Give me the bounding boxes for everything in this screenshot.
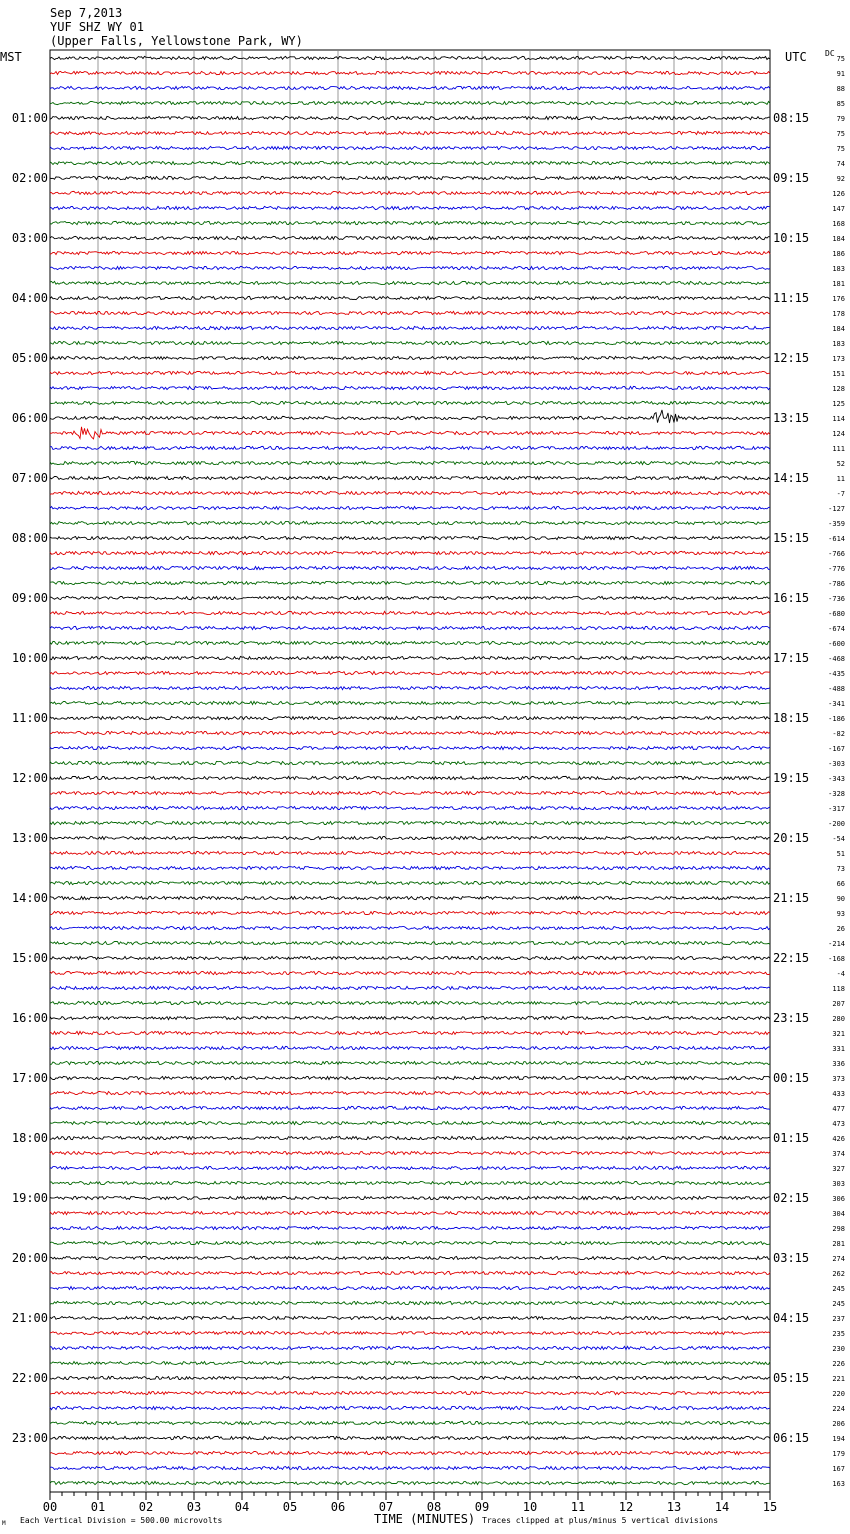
seismic-trace xyxy=(50,911,770,914)
dc-offset-label: 118 xyxy=(832,985,845,993)
dc-offset-label: 66 xyxy=(836,880,845,888)
seismic-trace xyxy=(50,506,770,509)
utc-hour-label: 08:15 xyxy=(773,111,810,125)
utc-hour-label: 01:15 xyxy=(773,1131,810,1145)
utc-hour-label: 14:15 xyxy=(773,471,810,485)
seismic-trace xyxy=(50,236,770,239)
x-tick-label: 14 xyxy=(714,1500,730,1514)
scale-note: Each Vertical Division = 500.00 microvolts xyxy=(20,1516,223,1525)
seismic-trace xyxy=(50,611,770,614)
mst-hour-label: 03:00 xyxy=(11,231,48,245)
seismic-trace xyxy=(50,1436,770,1439)
dc-offset-label: -168 xyxy=(828,955,845,963)
dc-offset-label: 373 xyxy=(832,1075,845,1083)
dc-offset-label: -341 xyxy=(828,700,845,708)
dc-offset-label: 224 xyxy=(832,1405,845,1413)
clip-note: Traces clipped at plus/minus 5 vertical divisions xyxy=(482,1516,719,1525)
seismic-trace xyxy=(50,881,770,884)
dc-offset-label: 178 xyxy=(832,310,845,318)
dc-offset-label: -776 xyxy=(828,565,845,573)
dc-offset-label: 230 xyxy=(832,1345,845,1353)
dc-offset-label: 111 xyxy=(832,445,845,453)
seismic-trace xyxy=(50,926,770,929)
seismic-trace xyxy=(50,1121,770,1124)
seismic-trace xyxy=(50,1016,770,1019)
corner-mark: M xyxy=(2,1520,6,1527)
seismic-trace xyxy=(50,551,770,554)
seismic-trace xyxy=(50,86,770,89)
dc-offset-label: 184 xyxy=(832,325,845,333)
dc-offset-label: 206 xyxy=(832,1420,845,1428)
seismic-trace xyxy=(50,401,770,404)
dc-offset-label: 26 xyxy=(836,925,845,933)
dc-offset-label: -7 xyxy=(836,490,845,498)
dc-offset-label: 92 xyxy=(836,175,845,183)
utc-hour-label: 05:15 xyxy=(773,1371,810,1385)
dc-offset-label: 75 xyxy=(836,130,845,138)
utc-hour-label: 13:15 xyxy=(773,411,810,425)
dc-offset-label: 237 xyxy=(832,1315,845,1323)
dc-offset-label: -614 xyxy=(828,535,845,543)
dc-offset-label: -186 xyxy=(828,715,845,723)
dc-offset-label: -435 xyxy=(828,670,845,678)
dc-offset-label: 88 xyxy=(836,85,845,93)
seismic-trace xyxy=(50,806,770,809)
dc-offset-label: 73 xyxy=(836,865,845,873)
x-axis-title: TIME (MINUTES) xyxy=(374,1512,476,1526)
x-tick-label: 03 xyxy=(186,1500,202,1514)
dc-offset-label: 163 xyxy=(832,1480,845,1488)
dc-offset-label: 74 xyxy=(836,160,845,168)
seismic-trace xyxy=(50,731,770,734)
dc-offset-label: 85 xyxy=(836,100,845,108)
trace-group xyxy=(50,56,770,1484)
seismic-trace xyxy=(50,71,770,74)
dc-offset-label: -600 xyxy=(828,640,845,648)
seismic-trace xyxy=(50,311,770,314)
dc-offset-label: -317 xyxy=(828,805,845,813)
seismic-trace xyxy=(50,1211,770,1214)
seismic-trace xyxy=(50,386,770,389)
dc-offset-label: 75 xyxy=(836,145,845,153)
seismic-trace xyxy=(50,821,770,824)
utc-hour-label: 16:15 xyxy=(773,591,810,605)
dc-offset-label: -82 xyxy=(832,730,845,738)
seismic-trace xyxy=(50,251,770,254)
seismic-trace xyxy=(50,281,770,284)
seismic-trace xyxy=(50,221,770,224)
seismic-trace xyxy=(50,1091,770,1094)
dc-offset-label: 280 xyxy=(832,1015,845,1023)
dc-offset-label: 262 xyxy=(832,1270,845,1278)
dc-offset-label: 477 xyxy=(832,1105,845,1113)
x-tick-label: 02 xyxy=(138,1500,154,1514)
dc-offset-label: 245 xyxy=(832,1300,845,1308)
seismic-trace xyxy=(50,1136,770,1139)
dc-offset-label: 304 xyxy=(832,1210,845,1218)
seismic-trace xyxy=(50,1106,770,1109)
seismic-trace xyxy=(50,656,770,659)
dc-offset-label: 298 xyxy=(832,1225,845,1233)
seismic-trace xyxy=(50,701,770,704)
mst-hour-label: 01:00 xyxy=(11,111,48,125)
seismic-trace xyxy=(50,1301,770,1304)
mst-hour-label: 21:00 xyxy=(11,1311,48,1325)
dc-offset-label: 114 xyxy=(832,415,845,423)
dc-offset-label: -127 xyxy=(828,505,845,513)
seismic-trace xyxy=(50,356,770,359)
dc-offset-label: -214 xyxy=(828,940,845,948)
utc-hour-labels xyxy=(773,111,809,1445)
dc-offset-label: 226 xyxy=(832,1360,845,1368)
mst-hour-label: 14:00 xyxy=(11,891,48,905)
seismic-trace xyxy=(50,266,770,269)
x-tick-label: 04 xyxy=(234,1500,250,1514)
seismic-trace xyxy=(50,461,770,464)
mst-hour-label: 12:00 xyxy=(11,771,48,785)
utc-hour-label: 12:15 xyxy=(773,351,810,365)
seismic-trace xyxy=(50,176,770,179)
dc-offset-label: 51 xyxy=(836,850,845,858)
dc-offset-label: -328 xyxy=(828,790,845,798)
dc-offset-label: 327 xyxy=(832,1165,845,1173)
seismic-trace xyxy=(50,1421,770,1424)
seismic-trace xyxy=(50,716,770,719)
seismic-trace xyxy=(50,427,770,439)
seismic-trace xyxy=(50,1166,770,1169)
utc-hour-label: 04:15 xyxy=(773,1311,810,1325)
utc-hour-label: 15:15 xyxy=(773,531,810,545)
dc-offset-label: 52 xyxy=(836,460,845,468)
mst-hour-label: 20:00 xyxy=(11,1251,48,1265)
seismic-trace xyxy=(50,146,770,149)
mst-hour-label: 04:00 xyxy=(11,291,48,305)
dc-offset-label: 124 xyxy=(832,430,845,438)
seismic-trace xyxy=(50,1046,770,1049)
seismic-trace xyxy=(50,56,770,59)
seismic-trace xyxy=(50,1001,770,1004)
utc-hour-label: 17:15 xyxy=(773,651,810,665)
seismic-trace xyxy=(50,1406,770,1409)
dc-offset-label: 90 xyxy=(836,895,845,903)
utc-hour-label: 18:15 xyxy=(773,711,810,725)
utc-hour-label: 00:15 xyxy=(773,1071,810,1085)
seismic-trace xyxy=(50,1346,770,1349)
dc-offset-label: 128 xyxy=(832,385,845,393)
seismic-trace xyxy=(50,131,770,134)
x-tick-label: 00 xyxy=(42,1500,58,1514)
seismic-trace xyxy=(50,536,770,539)
dc-offset-label: 75 xyxy=(836,55,845,63)
dc-offset-label: 303 xyxy=(832,1180,845,1188)
x-tick-label: 09 xyxy=(474,1500,490,1514)
dc-offset-label: -674 xyxy=(828,625,845,633)
seismic-trace xyxy=(50,566,770,569)
dc-offset-label: 147 xyxy=(832,205,845,213)
dc-offset-label: -468 xyxy=(828,655,845,663)
mst-hour-label: 07:00 xyxy=(11,471,48,485)
dc-offset-label: 207 xyxy=(832,1000,845,1008)
dc-offset-label: -766 xyxy=(828,550,845,558)
dc-offset-label: -4 xyxy=(836,970,845,978)
dc-offset-label: 194 xyxy=(832,1435,845,1443)
seismic-trace xyxy=(50,1151,770,1154)
seismic-trace xyxy=(50,1076,770,1079)
dc-offset-label: 93 xyxy=(836,910,845,918)
x-tick-label: 11 xyxy=(570,1500,586,1514)
seismic-trace xyxy=(50,1196,770,1199)
x-tick-label: 15 xyxy=(762,1500,778,1514)
seismic-trace xyxy=(50,746,770,749)
x-tick-label: 12 xyxy=(618,1500,634,1514)
seismic-trace xyxy=(50,191,770,194)
seismic-trace xyxy=(50,1466,770,1469)
mst-hour-label: 18:00 xyxy=(11,1131,48,1145)
mst-hour-labels xyxy=(12,111,48,1445)
seismic-trace xyxy=(50,161,770,164)
dc-offset-label: -736 xyxy=(828,595,845,603)
dc-offset-label: 91 xyxy=(836,70,845,78)
seismic-trace xyxy=(50,1286,770,1289)
dc-offset-label: 167 xyxy=(832,1465,845,1473)
seismic-trace xyxy=(50,476,770,479)
mst-hour-label: 09:00 xyxy=(11,591,48,605)
dc-offset-label: 281 xyxy=(832,1240,845,1248)
chart-header xyxy=(50,6,303,48)
seismic-trace xyxy=(50,641,770,644)
dc-offset-label: 151 xyxy=(832,370,845,378)
seismic-trace xyxy=(50,986,770,989)
seismic-trace xyxy=(50,671,770,674)
dc-offset-label: -359 xyxy=(828,520,845,528)
seismic-trace xyxy=(50,1451,770,1454)
dc-offset-label: -54 xyxy=(832,835,845,843)
x-tick-label: 07 xyxy=(378,1500,394,1514)
seismic-trace xyxy=(50,1391,770,1394)
mst-hour-label: 10:00 xyxy=(11,651,48,665)
dc-offset-label: 176 xyxy=(832,295,845,303)
seismic-trace xyxy=(50,446,770,449)
header-date: Sep 7,2013 xyxy=(50,6,123,20)
dc-offset-label: 235 xyxy=(832,1330,845,1338)
utc-hour-label: 03:15 xyxy=(773,1251,810,1265)
dc-offset-label: 433 xyxy=(832,1090,845,1098)
mst-hour-label: 11:00 xyxy=(11,711,48,725)
seismic-trace xyxy=(50,1241,770,1244)
mst-hour-label: 08:00 xyxy=(11,531,48,545)
dc-offset-label: -680 xyxy=(828,610,845,618)
utc-hour-label: 23:15 xyxy=(773,1011,810,1025)
seismic-trace xyxy=(50,521,770,524)
seismic-trace xyxy=(50,626,770,629)
dc-offset-label: 374 xyxy=(832,1150,845,1158)
dc-offset-label: -167 xyxy=(828,745,845,753)
seismic-trace xyxy=(50,1376,770,1379)
x-tick-label: 06 xyxy=(330,1500,346,1514)
seismic-trace xyxy=(50,296,770,299)
dc-offset-label: 183 xyxy=(832,265,845,273)
dc-offset-label: -303 xyxy=(828,760,845,768)
seismic-trace xyxy=(50,836,770,839)
dc-offset-label: 274 xyxy=(832,1255,845,1263)
dc-offset-label: 125 xyxy=(832,400,845,408)
x-tick-label: 08 xyxy=(426,1500,442,1514)
seismic-trace xyxy=(50,410,770,423)
seismic-trace xyxy=(50,101,770,104)
seismic-trace xyxy=(50,1181,770,1184)
seismic-trace xyxy=(50,761,770,764)
seismic-trace xyxy=(50,896,770,899)
mst-hour-label: 17:00 xyxy=(11,1071,48,1085)
dc-offset-labels xyxy=(828,55,845,1488)
mst-hour-label: 16:00 xyxy=(11,1011,48,1025)
utc-hour-label: 11:15 xyxy=(773,291,810,305)
seismic-trace xyxy=(50,941,770,944)
mst-hour-label: 23:00 xyxy=(11,1431,48,1445)
dc-offset-label: 321 xyxy=(832,1030,845,1038)
mst-hour-label: 22:00 xyxy=(11,1371,48,1385)
utc-hour-label: 10:15 xyxy=(773,231,810,245)
dc-offset-label: 126 xyxy=(832,190,845,198)
dc-offset-label: -343 xyxy=(828,775,845,783)
dc-offset-label: 183 xyxy=(832,340,845,348)
seismic-trace xyxy=(50,341,770,344)
x-tick-label: 13 xyxy=(666,1500,682,1514)
seismic-trace xyxy=(50,1481,770,1484)
utc-hour-label: 09:15 xyxy=(773,171,810,185)
dc-offset-label: -200 xyxy=(828,820,845,828)
seismic-trace xyxy=(50,1271,770,1274)
header-location: (Upper Falls, Yellowstone Park, WY) xyxy=(50,34,303,48)
utc-hour-label: 20:15 xyxy=(773,831,810,845)
seismic-trace xyxy=(50,491,770,494)
dc-offset-label: 473 xyxy=(832,1120,845,1128)
seismic-trace xyxy=(50,1331,770,1334)
dc-offset-label: 181 xyxy=(832,280,845,288)
seismic-trace xyxy=(50,596,770,599)
seismic-trace xyxy=(50,851,770,854)
seismic-trace xyxy=(50,326,770,329)
dc-offset-label: 306 xyxy=(832,1195,845,1203)
dc-offset-label: 184 xyxy=(832,235,845,243)
seismic-trace xyxy=(50,206,770,209)
seismic-trace xyxy=(50,776,770,779)
x-axis xyxy=(43,1492,777,1514)
dc-offset-label: 426 xyxy=(832,1135,845,1143)
dc-offset-label: 79 xyxy=(836,115,845,123)
dc-offset-label: 221 xyxy=(832,1375,845,1383)
mst-hour-label: 02:00 xyxy=(11,171,48,185)
chart-footer xyxy=(2,1512,718,1527)
seismic-trace xyxy=(50,116,770,119)
dc-offset-label: 336 xyxy=(832,1060,845,1068)
x-tick-label: 05 xyxy=(282,1500,298,1514)
seismic-trace xyxy=(50,956,770,959)
seismic-trace xyxy=(50,791,770,794)
utc-hour-label: 02:15 xyxy=(773,1191,810,1205)
dc-offset-label: 179 xyxy=(832,1450,845,1458)
seismic-trace xyxy=(50,1316,770,1319)
utc-hour-label: 19:15 xyxy=(773,771,810,785)
seismic-trace xyxy=(50,1256,770,1259)
x-tick-label: 01 xyxy=(90,1500,106,1514)
mst-hour-label: 05:00 xyxy=(11,351,48,365)
mst-hour-label: 06:00 xyxy=(11,411,48,425)
mst-hour-label: 15:00 xyxy=(11,951,48,965)
seismic-trace xyxy=(50,1061,770,1064)
dc-offset-label: -488 xyxy=(828,685,845,693)
seismic-trace xyxy=(50,866,770,869)
dc-offset-label: 168 xyxy=(832,220,845,228)
seismic-trace xyxy=(50,1031,770,1034)
mst-hour-label: 19:00 xyxy=(11,1191,48,1205)
seismic-trace xyxy=(50,581,770,584)
utc-hour-label: 22:15 xyxy=(773,951,810,965)
utc-hour-label: 06:15 xyxy=(773,1431,810,1445)
dc-offset-label: -786 xyxy=(828,580,845,588)
header-station: YUF SHZ WY 01 xyxy=(50,20,144,34)
dc-offset-label: 331 xyxy=(832,1045,845,1053)
dc-offset-label: 220 xyxy=(832,1390,845,1398)
x-tick-label: 10 xyxy=(522,1500,538,1514)
seismic-trace xyxy=(50,1226,770,1229)
seismic-trace xyxy=(50,971,770,974)
mst-axis-label: MST xyxy=(0,50,22,64)
mst-hour-label: 13:00 xyxy=(11,831,48,845)
dc-label: DC xyxy=(825,49,835,58)
utc-hour-label: 21:15 xyxy=(773,891,810,905)
seismic-trace xyxy=(50,371,770,374)
seismic-trace xyxy=(50,1361,770,1364)
dc-offset-label: 245 xyxy=(832,1285,845,1293)
dc-offset-label: 186 xyxy=(832,250,845,258)
utc-axis-label: UTC xyxy=(785,50,807,64)
dc-offset-label: 173 xyxy=(832,355,845,363)
seismic-trace xyxy=(50,686,770,689)
dc-offset-label: 11 xyxy=(836,475,845,483)
